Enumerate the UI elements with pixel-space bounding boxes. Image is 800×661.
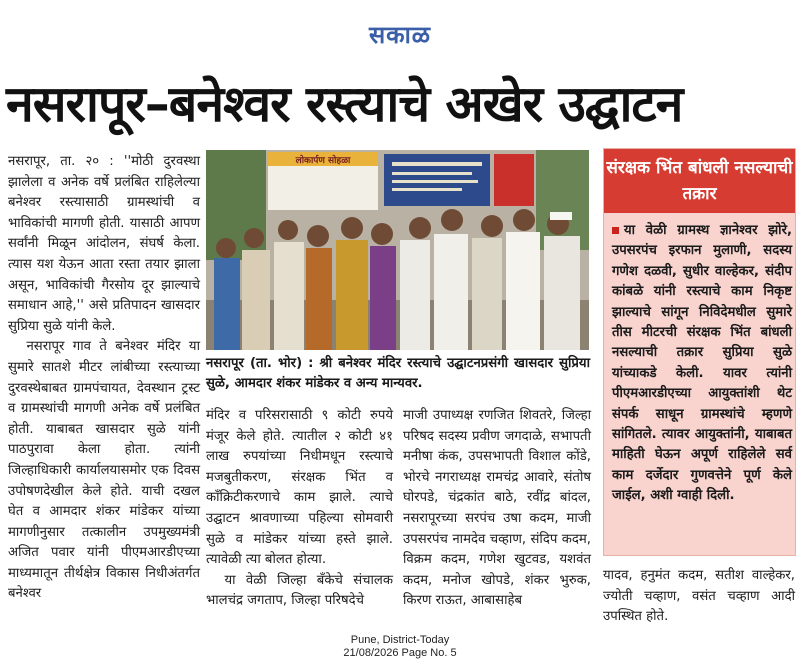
headline: नसरापूर–बनेश्वर रस्त्याचे अखेर उद्घाटन bbox=[6, 75, 683, 133]
banner-text: लोकार्पण सोहळा bbox=[295, 156, 351, 166]
page-footer bbox=[0, 634, 800, 660]
bullet-square-icon bbox=[612, 227, 619, 234]
article-paragraph: नसरापूर, ता. २० : ''मोठी दुरवस्था झालेला व अनेक वर्षे प्रलंबित राहिलेल्या बनेश्वर रस्त्यासाठी ग्रामस्थांची व भाविकांची मागणी होती. यासाठी आपण सर्वांनी मिळून आंदोलन, संघर्ष केला. त्यास यश येऊन आता रस्ता तयार झाला असून, भाविकांची गैरसोय दूर झाल्याचे समाधान आहे,'' असे प्रतिपादन खासदार सुप्रिया सुळे यांनी केले. bbox=[8, 154, 200, 334]
article-column-3 bbox=[403, 406, 591, 612]
article-paragraph: माजी उपाध्यक्ष रणजित शिवतरे, जिल्हा परिषद सदस्य प्रवीण जगदाळे, सभापती मनीषा कंक, उपसभापती विशाल कोंडे, भोरचे नगराध्यक्ष रामचंद्र आवारे, संतोष घोरपडे, चंद्रकांत बाठे, रवींद्र बांदल, नसरापूरच्या सरपंच उषा कदम, माजी उपसरपंच नामदेव चव्हाण, संदिप कदम, विक्रम कदम, गणेश खुटवड, यशवंत कदम, मनोज खोपडे, शंकर भुरुक, किरण राऊत, आबासाहेब bbox=[403, 408, 591, 609]
article-paragraph: मंदिर व परिसरासाठी ९ कोटी रुपये मंजूर केले होते. त्यातील २ कोटी ४१ लाख रुपयांच्या निधीमधून रस्त्याचे मजबुतीकरण, संरक्षक भिंत व काँक्रिटीकरणाचे काम झाले. त्याचे उद्घाटन श्रावणाच्या पहिल्या सोमवारी सुळे व मांडेकर यांच्या हस्ते झाले. त्यावेळी त्या बोलत होत्या. bbox=[206, 408, 393, 568]
article-column-4 bbox=[603, 566, 795, 628]
event-photo-illustration bbox=[206, 150, 589, 350]
photo-caption: नसरापूर (ता. भोर) : श्री बनेश्वर मंदिर रस्त्याचे उद्घाटनप्रसंगी खासदार सुप्रिया सुळे, आमदार शंकर मांडेकर व अन्य मान्यवर. bbox=[206, 356, 590, 391]
sidebar-box-title: संरक्षक भिंत बांधली नसल्याची तक्रार bbox=[604, 149, 795, 213]
sidebar-box-text: या वेळी ग्रामस्थ ज्ञानेश्वर झोरे, उपसरपंच इरफान मुलाणी, सदस्य गणेश दळवी, सुधीर वाल्हेकर, संदीप कांबळे यांनी रस्त्याचे काम निकृष्ट झाल्याचे सांगून निविदेमधील सुमारे तीस मीटरची संरक्षक भिंत बांधली नसल्याची तक्रार सुप्रिया सुळे यांच्याकडे केली. यावर त्यांनी पीएमआरडीएच्या आयुक्तांशी थेट संपर्क साधून ग्रामस्थांचे म्हणणे सांगितले. त्यावर आयुक्तांनी, याबाबत माहिती घेऊन अपूर्ण राहिलेले सर्व काम दर्जेदार गुणवत्तेने पूर्ण केले जाईल, अशी ग्वाही दिली. bbox=[612, 223, 792, 504]
masthead-logo: सकाळ bbox=[368, 20, 432, 49]
complaint-sidebar-box bbox=[603, 148, 796, 556]
sidebar-box-body bbox=[612, 221, 792, 507]
article-column-2 bbox=[206, 406, 393, 612]
footer-edition: Pune, District-Today bbox=[350, 634, 450, 646]
article-paragraph: नसरापूर गाव ते बनेश्वर मंदिर या सुमारे सातशे मीटर लांबीच्या रस्त्याच्या दुरवस्थेबाबत ग्रामपंचायत, देवस्थान ट्रस्ट व ग्रामस्थांची मागणी अनेक वर्षे प्रलंबित होती. याबाबत खासदार सुळे यांनी पाठपुरावा केला होता. त्यांनी जिल्हाधिकारी कार्यालयासमोर एक दिवस उपोषणदेखील केले होते. याची दखल घेत व आमदार शंकर मांडेकर यांच्या मागणीनुसार तत्कालीन उपमुख्यमंत्री अजित पवार यांनी पीएमआरडीएच्या माध्यमातून तीर्थक्षेत्र विकास निधीअंतर्गत बनेश्वर bbox=[8, 339, 200, 602]
event-photo bbox=[206, 150, 589, 350]
footer-date-page: 21/08/2026 Page No. 5 bbox=[343, 647, 457, 659]
article-column-1 bbox=[8, 152, 200, 605]
article-paragraph: या वेळी जिल्हा बँकेचे संचालक भालचंद्र जगताप, जिल्हा परिषदेचे bbox=[206, 572, 393, 609]
article-paragraph: यादव, हनुमंत कदम, सतीश वाल्हेकर, ज्योती चव्हाण, वसंत चव्हाण आदी उपस्थित होते. bbox=[603, 568, 795, 625]
